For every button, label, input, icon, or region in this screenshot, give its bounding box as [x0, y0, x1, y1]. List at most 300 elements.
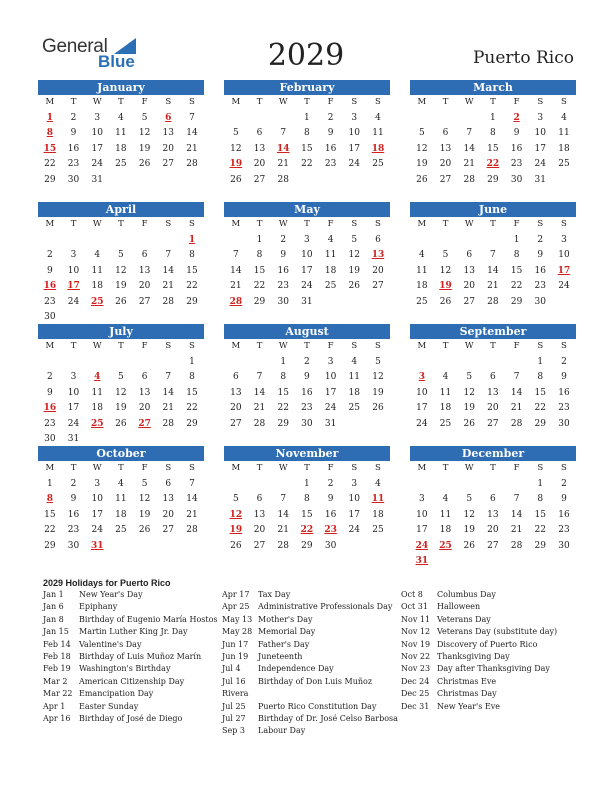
day-cell: 20 [138, 403, 151, 413]
weekday-label: F [141, 219, 148, 229]
day-cell: 24 [534, 159, 546, 169]
day-cell: 20 [253, 159, 266, 169]
holiday-item [401, 677, 581, 689]
holiday-item [222, 615, 402, 627]
weekday-label: S [375, 219, 381, 229]
day-cell: 1 [304, 478, 310, 489]
week-row [224, 126, 390, 142]
holiday-name: Day after Thanksgiving Day [437, 664, 550, 674]
empty-cell [85, 233, 109, 249]
day-cell: 25 [439, 418, 452, 429]
month-july [38, 324, 204, 448]
weekday-label: S [375, 341, 381, 351]
weekday-label: F [513, 341, 520, 351]
day-cell: 14 [162, 387, 174, 398]
holiday-name: Juneteenth [258, 651, 303, 661]
empty-cell [410, 355, 434, 371]
month-header: September [410, 324, 576, 339]
weekday-label: S [561, 463, 567, 473]
day-cell: 18 [91, 281, 103, 291]
week-row [410, 295, 576, 311]
day-cell: 20 [439, 159, 452, 169]
day-cell: 8 [490, 128, 496, 138]
day-cell: 18 [115, 143, 127, 154]
day-cell: 25 [558, 159, 570, 169]
holiday-date: Rivera [222, 689, 249, 699]
day-cell: 27 [253, 174, 266, 185]
holiday-item [222, 714, 402, 726]
holiday-name: Epiphany [79, 602, 118, 612]
day-cell: 7 [513, 372, 520, 382]
month-header: August [224, 324, 390, 339]
day-cell: 30 [324, 540, 337, 551]
day-cell: 28 [510, 540, 523, 551]
weekday-label: S [537, 97, 544, 107]
holiday-item [43, 664, 223, 676]
day-cell: 14 [510, 509, 523, 520]
day-cell: 29 [44, 540, 56, 551]
weekday-label: T [70, 219, 77, 229]
holiday-day: 25 [439, 540, 452, 551]
day-cell: 4 [94, 250, 101, 260]
day-cell: 24 [91, 525, 103, 535]
day-cell: 28 [186, 159, 198, 169]
holiday-day: 27 [138, 418, 151, 429]
day-cell: 3 [70, 250, 77, 260]
empty-cell [271, 477, 295, 493]
holiday-item [222, 689, 402, 701]
day-cell: 12 [115, 265, 127, 276]
weekday-label: T [490, 341, 496, 351]
day-cell: 24 [324, 403, 337, 413]
holiday-date: Jan 15 [43, 627, 69, 637]
day-cell: 12 [439, 265, 452, 276]
weekday-row [410, 339, 576, 355]
weekday-label: M [231, 219, 241, 229]
weekday-label: M [45, 463, 55, 473]
week-row [224, 233, 390, 249]
day-cell: 6 [490, 494, 496, 504]
week-row [224, 401, 390, 417]
holiday-date: Nov 11 [401, 614, 431, 624]
month-header: December [410, 446, 576, 461]
holiday-name: Columbus Day [437, 590, 496, 599]
day-cell: 21 [253, 403, 266, 413]
day-cell: 14 [487, 265, 499, 276]
day-cell: 4 [418, 250, 425, 260]
day-cell: 26 [138, 525, 151, 535]
day-cell: 2 [327, 478, 334, 489]
holiday-item [222, 602, 402, 614]
day-cell: 15 [487, 143, 499, 154]
day-cell: 7 [256, 372, 263, 382]
holiday-day: 23 [324, 525, 337, 535]
day-cell: 1 [304, 112, 310, 123]
day-cell: 21 [230, 281, 242, 291]
day-cell: 3 [537, 112, 544, 123]
month-june [410, 202, 576, 310]
day-cell: 1 [46, 478, 53, 489]
empty-cell [156, 233, 180, 249]
weekday-label: S [561, 97, 567, 107]
empty-cell [434, 355, 458, 371]
week-row [38, 279, 204, 295]
day-cell: 28 [253, 418, 266, 429]
day-cell: 9 [537, 250, 544, 260]
holiday-name: Puerto Rico Constitution Day [258, 701, 377, 711]
day-cell: 7 [466, 128, 473, 138]
day-cell: 17 [416, 525, 428, 535]
holiday-date: Jul 25 [222, 701, 246, 711]
day-cell: 9 [513, 128, 520, 138]
day-cell: 24 [91, 159, 103, 169]
holiday-date: Jan 1 [43, 590, 64, 599]
weekday-row [224, 339, 390, 355]
weekday-label: T [118, 463, 124, 473]
day-cell: 4 [327, 234, 334, 245]
day-cell: 18 [115, 509, 127, 520]
day-cell: 12 [138, 128, 151, 138]
holiday-date: Nov 22 [401, 651, 431, 661]
day-cell: 25 [115, 525, 127, 535]
month-march [410, 80, 576, 188]
day-cell: 20 [162, 509, 174, 520]
day-cell: 3 [351, 112, 358, 123]
empty-cell [457, 355, 481, 371]
weekday-label: F [327, 97, 334, 107]
day-cell: 28 [277, 174, 289, 185]
holiday-name: American Citizenship Day [79, 676, 185, 686]
day-cell: 20 [230, 403, 242, 413]
day-cell: 13 [162, 494, 174, 504]
month-january [38, 80, 204, 188]
day-cell: 17 [324, 387, 337, 398]
day-cell: 29 [510, 296, 523, 307]
day-cell: 14 [253, 387, 266, 398]
day-cell: 29 [186, 296, 198, 307]
empty-cell [62, 355, 86, 371]
holiday-name: Discovery of Puerto Rico [437, 639, 538, 649]
day-cell: 30 [44, 434, 56, 444]
day-cell: 14 [230, 265, 242, 276]
month-february [224, 80, 390, 188]
week-row [38, 295, 204, 311]
weekday-label: S [351, 341, 358, 351]
day-cell: 27 [162, 525, 174, 535]
day-cell: 3 [351, 478, 358, 489]
day-cell: 15 [44, 509, 56, 520]
holiday-date: Nov 23 [401, 664, 431, 674]
holiday-name: Birthday of Dr. José Celso Barbosa [258, 713, 398, 723]
day-cell: 7 [490, 250, 496, 260]
day-cell: 29 [44, 174, 56, 185]
empty-cell [410, 233, 434, 249]
holiday-name: Father's Day [258, 639, 310, 649]
month-header: January [38, 80, 204, 95]
week-row [38, 523, 204, 539]
month-header: April [38, 202, 204, 217]
weekday-label: T [70, 463, 77, 473]
empty-cell [248, 355, 272, 371]
holiday-name: Tax Day [258, 590, 291, 599]
day-cell: 7 [280, 128, 287, 138]
week-row [38, 417, 204, 433]
day-cell: 24 [301, 281, 313, 291]
day-cell: 10 [416, 509, 428, 520]
day-cell: 3 [304, 234, 310, 245]
holiday-day: 8 [46, 494, 53, 504]
holiday-day: 3 [418, 372, 425, 382]
day-cell: 30 [534, 296, 546, 307]
holiday-name: Christmas Eve [437, 676, 497, 686]
holiday-name: Christmas Day [437, 689, 497, 699]
day-cell: 3 [94, 478, 101, 489]
day-cell: 30 [558, 540, 570, 551]
holiday-date: Feb 19 [43, 664, 71, 674]
holiday-date: Nov 12 [401, 627, 431, 637]
month-december [410, 446, 576, 570]
day-cell: 11 [348, 372, 360, 382]
weekday-label: T [442, 97, 449, 107]
day-cell: 15 [510, 265, 523, 276]
holiday-day: 19 [229, 525, 243, 535]
holiday-day: 11 [371, 494, 385, 504]
holiday-name: Birthday of José de Diego [79, 713, 183, 723]
day-cell: 24 [67, 418, 80, 429]
day-cell: 1 [189, 356, 195, 367]
day-cell: 6 [375, 234, 381, 245]
day-cell: 22 [277, 403, 289, 413]
day-cell: 18 [324, 265, 337, 276]
day-cell: 22 [44, 159, 56, 169]
weekday-label: S [537, 219, 544, 229]
day-cell: 17 [348, 143, 360, 154]
day-cell: 29 [534, 540, 546, 551]
empty-cell [248, 477, 272, 493]
week-row [410, 173, 576, 189]
weekday-label: T [490, 463, 496, 473]
day-cell: 2 [561, 356, 567, 367]
day-cell: 12 [348, 250, 360, 260]
weekday-label: F [513, 97, 520, 107]
week-row [410, 492, 576, 508]
empty-cell [85, 355, 109, 371]
day-cell: 5 [118, 372, 124, 382]
day-cell: 31 [67, 434, 80, 444]
day-cell: 27 [230, 418, 242, 429]
weekday-label: M [417, 463, 427, 473]
weekday-label: T [304, 463, 310, 473]
day-cell: 6 [490, 372, 496, 382]
empty-cell [271, 111, 295, 127]
day-cell: 5 [442, 250, 449, 260]
day-cell: 22 [44, 525, 56, 535]
holidays-title: 2029 Holidays for Puerto Rico [43, 578, 171, 588]
day-cell: 15 [186, 265, 198, 276]
holiday-item [222, 652, 402, 664]
empty-cell [224, 355, 248, 371]
month-september [410, 324, 576, 432]
month-header: February [224, 80, 390, 95]
week-row [224, 279, 390, 295]
day-cell: 14 [510, 387, 523, 398]
day-cell: 23 [301, 403, 313, 413]
empty-cell [505, 477, 529, 493]
day-cell: 21 [162, 403, 174, 413]
holiday-column [43, 590, 223, 726]
holiday-date: Dec 24 [401, 676, 430, 686]
holiday-date: Apr 1 [43, 701, 66, 711]
weekday-label: S [189, 97, 195, 107]
day-cell: 4 [375, 112, 381, 123]
holiday-name: New Year's Day [79, 590, 143, 599]
day-cell: 27 [439, 174, 452, 185]
day-cell: 5 [118, 250, 124, 260]
day-cell: 17 [534, 143, 546, 154]
empty-cell [109, 233, 133, 249]
month-header: November [224, 446, 390, 461]
day-cell: 10 [91, 128, 103, 138]
holiday-day: 25 [90, 296, 104, 307]
day-cell: 12 [115, 387, 127, 398]
holiday-item [401, 615, 581, 627]
holiday-date: Jun 17 [222, 639, 249, 649]
day-cell: 25 [372, 159, 384, 169]
week-row [410, 157, 576, 173]
week-row [224, 370, 390, 386]
holiday-date: Jan 8 [43, 614, 64, 624]
day-cell: 21 [487, 281, 499, 291]
weekday-label: T [490, 219, 496, 229]
holiday-date: Jul 4 [222, 664, 241, 674]
day-cell: 15 [277, 387, 289, 398]
holiday-date: Oct 31 [401, 602, 428, 612]
day-cell: 25 [372, 525, 384, 535]
day-cell: 24 [67, 296, 80, 307]
day-cell: 4 [375, 478, 381, 489]
day-cell: 6 [256, 494, 263, 504]
day-cell: 19 [463, 525, 475, 535]
holiday-name: Veterans Day [437, 614, 491, 624]
holiday-item [222, 702, 402, 714]
empty-cell [38, 355, 62, 371]
weekday-label: T [490, 97, 496, 107]
day-cell: 23 [324, 159, 337, 169]
day-cell: 24 [348, 525, 360, 535]
weekday-label: S [537, 341, 544, 351]
week-row [224, 417, 390, 433]
day-cell: 2 [70, 112, 77, 123]
day-cell: 29 [301, 540, 313, 551]
week-row [38, 477, 204, 493]
day-cell: 3 [70, 372, 77, 382]
day-cell: 2 [537, 234, 544, 245]
day-cell: 13 [253, 143, 266, 154]
day-cell: 21 [510, 403, 523, 413]
holiday-date: Dec 25 [401, 689, 430, 699]
holiday-day: 16 [43, 281, 57, 291]
day-cell: 9 [70, 494, 77, 504]
day-cell: 4 [118, 112, 124, 123]
holiday-item [401, 689, 581, 701]
day-cell: 13 [253, 509, 266, 520]
weekday-label: T [118, 341, 124, 351]
week-row [224, 157, 390, 173]
empty-cell [434, 233, 458, 249]
weekday-label: T [70, 341, 77, 351]
holiday-item [222, 590, 402, 602]
day-cell: 23 [510, 159, 523, 169]
day-cell: 19 [463, 403, 475, 413]
holiday-day: 24 [415, 540, 429, 551]
day-cell: 9 [327, 494, 334, 504]
empty-cell [434, 477, 458, 493]
weekday-label: W [278, 463, 288, 473]
day-cell: 30 [67, 540, 80, 551]
empty-cell [224, 477, 248, 493]
empty-cell [457, 111, 481, 127]
day-cell: 6 [442, 128, 449, 138]
day-cell: 8 [537, 494, 544, 504]
empty-cell [156, 355, 180, 371]
holiday-item [43, 652, 223, 664]
holiday-day: 4 [94, 372, 101, 382]
day-cell: 28 [162, 296, 174, 307]
holiday-date: Dec 31 [401, 701, 430, 711]
day-cell: 15 [534, 509, 546, 520]
day-cell: 8 [189, 250, 195, 260]
day-cell: 6 [165, 478, 172, 489]
week-row [410, 386, 576, 402]
day-cell: 8 [304, 494, 310, 504]
day-cell: 4 [561, 112, 567, 123]
day-cell: 2 [304, 356, 310, 367]
day-cell: 16 [510, 143, 523, 154]
empty-cell [133, 233, 157, 249]
weekday-label: F [141, 97, 148, 107]
day-cell: 13 [487, 387, 499, 398]
weekday-label: S [375, 97, 381, 107]
day-cell: 11 [372, 128, 384, 138]
day-cell: 16 [277, 265, 289, 276]
day-cell: 1 [280, 356, 287, 367]
day-cell: 14 [186, 494, 198, 504]
week-row [38, 264, 204, 280]
weekday-label: W [278, 219, 288, 229]
weekday-label: W [278, 341, 288, 351]
holiday-item [222, 627, 402, 639]
day-cell: 1 [537, 356, 544, 367]
day-cell: 24 [558, 281, 570, 291]
day-cell: 18 [439, 525, 452, 535]
day-cell: 10 [324, 372, 337, 382]
day-cell: 16 [324, 509, 337, 520]
day-cell: 31 [91, 174, 103, 185]
weekday-label: T [256, 219, 263, 229]
empty-cell [457, 477, 481, 493]
week-row [410, 142, 576, 158]
holiday-date: Mar 22 [43, 689, 73, 699]
day-cell: 15 [253, 265, 266, 276]
weekday-row [410, 461, 576, 477]
day-cell: 2 [280, 234, 287, 245]
weekday-label: W [464, 97, 474, 107]
day-cell: 6 [141, 372, 148, 382]
week-row [410, 111, 576, 127]
weekday-label: S [537, 463, 544, 473]
empty-cell [109, 355, 133, 371]
empty-cell [481, 355, 505, 371]
